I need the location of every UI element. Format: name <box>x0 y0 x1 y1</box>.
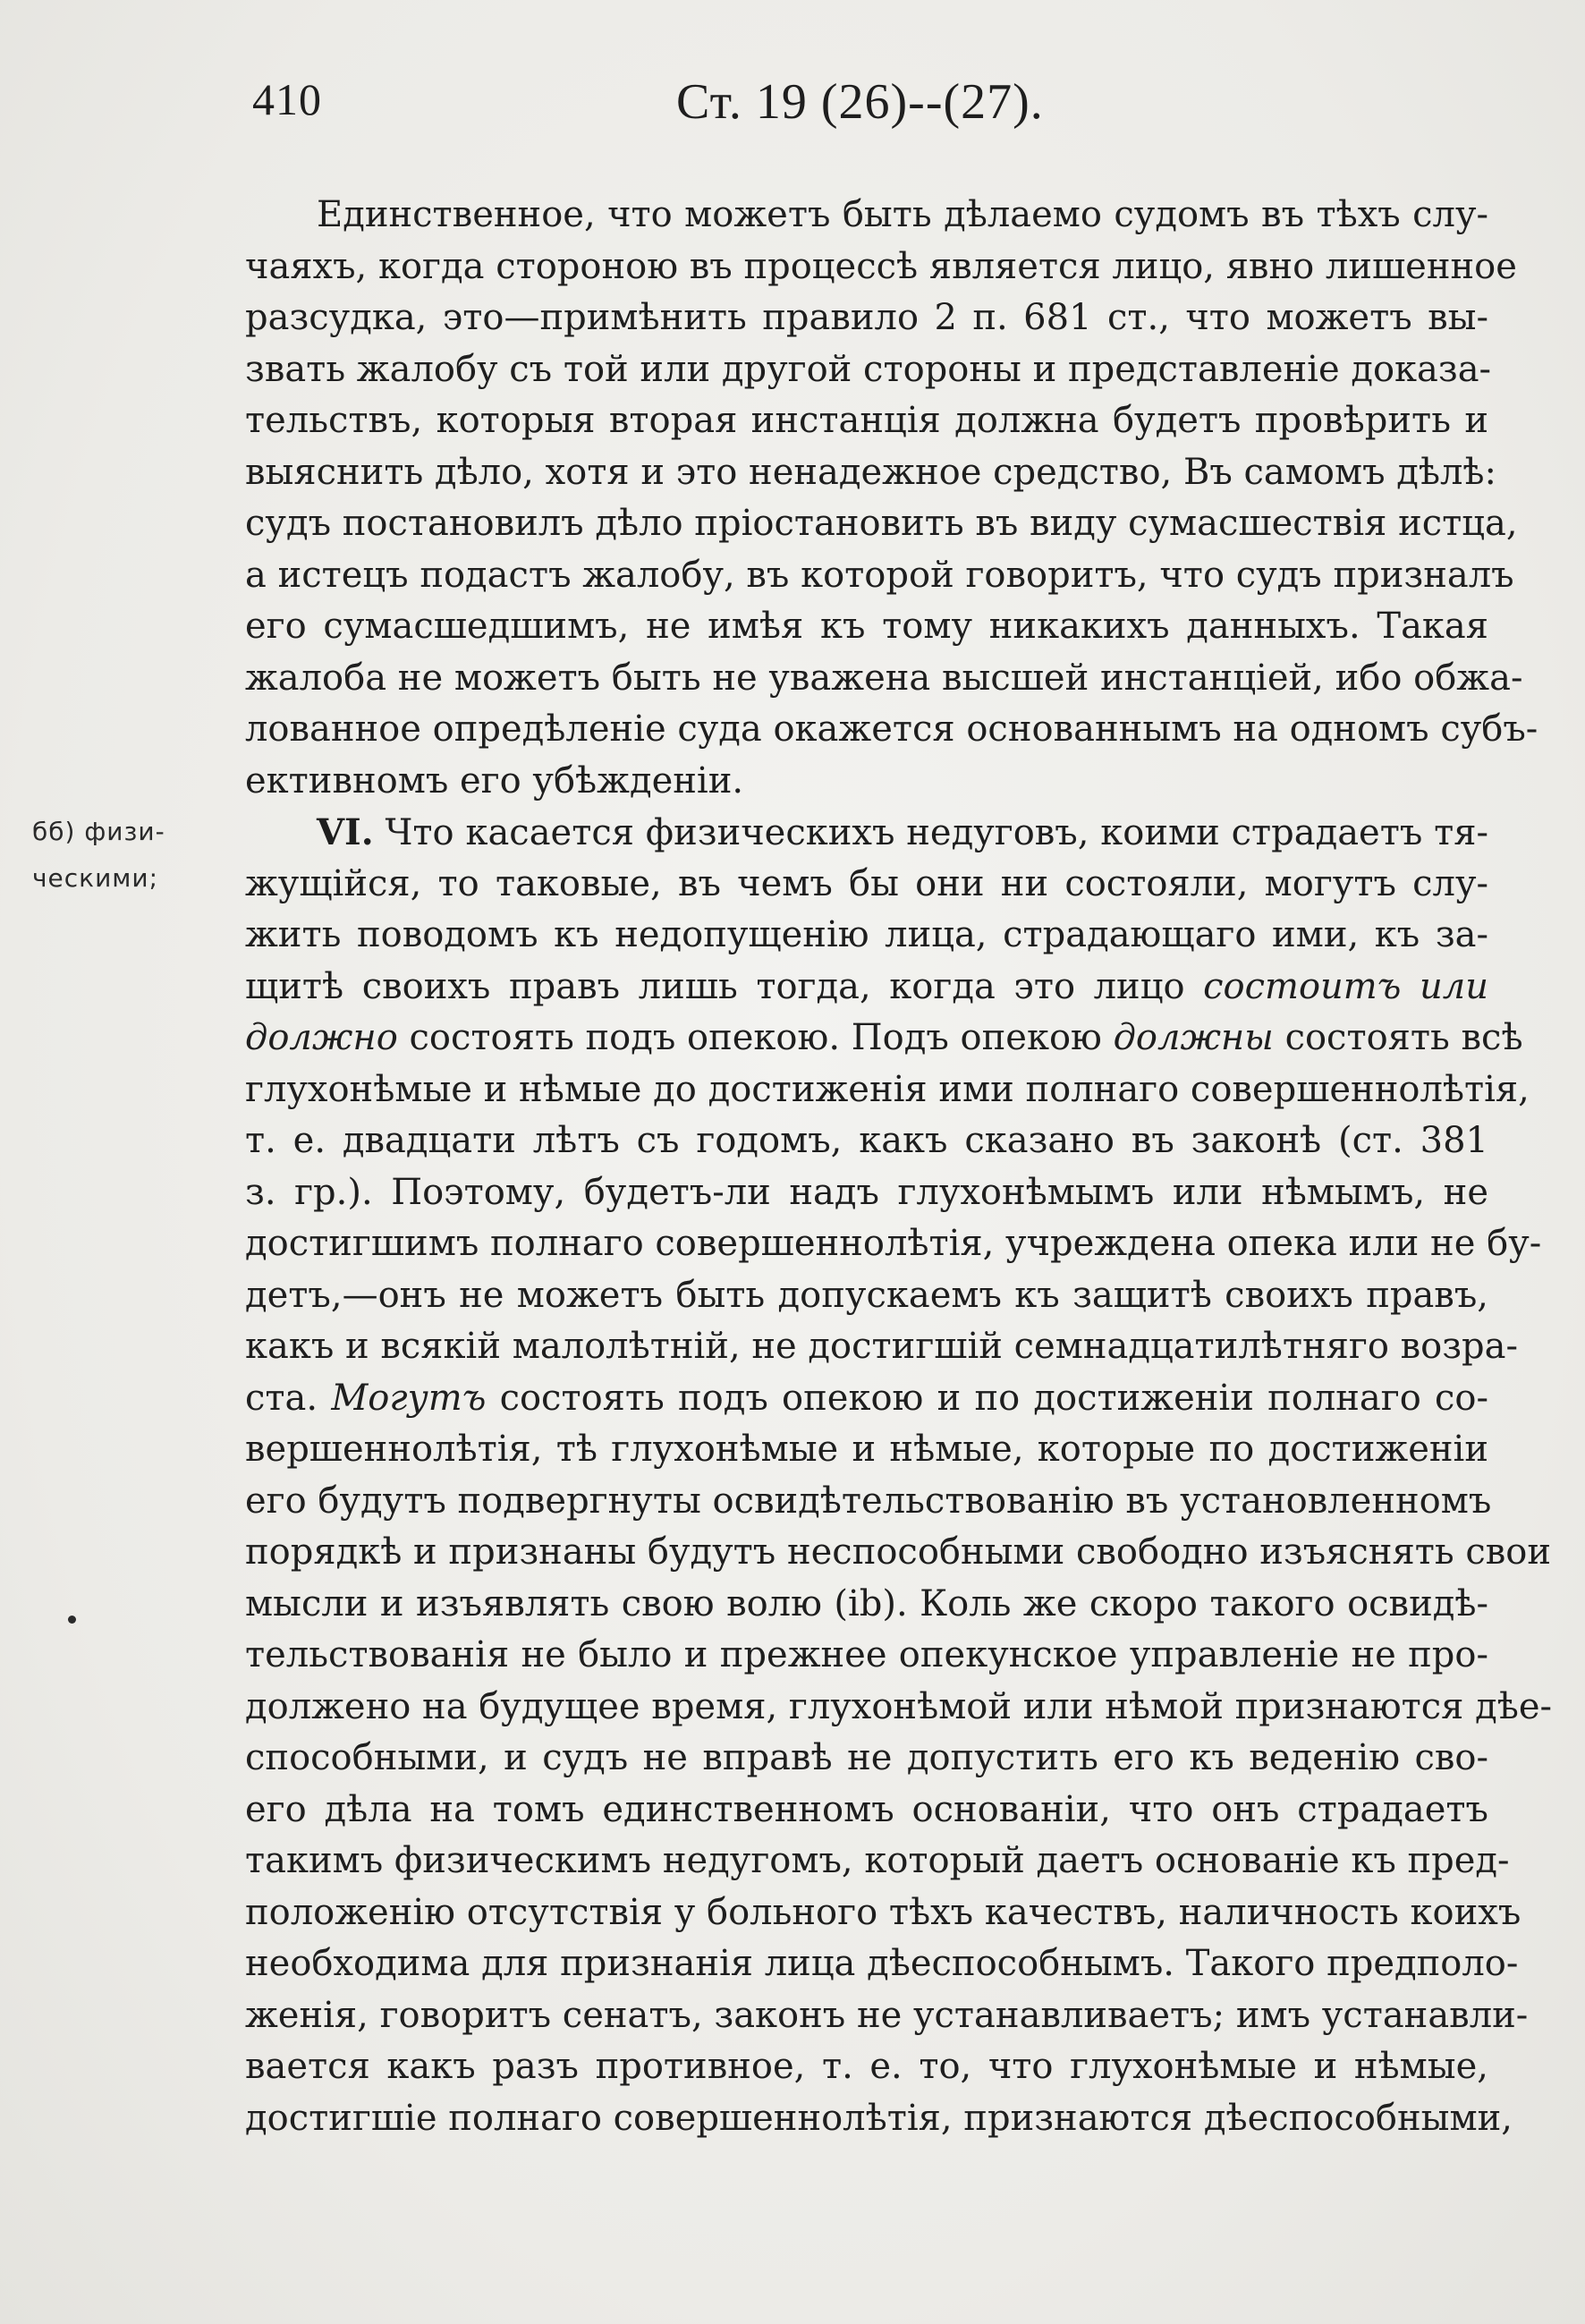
text-segment: состоять подъ опекою. Подъ опекою <box>397 1017 1114 1058</box>
paragraph-2 <box>245 807 1553 2144</box>
text-line: разсудка, это—примѣнить правило 2 п. 681 ст., что можетъ вы- <box>245 297 1488 338</box>
margin-note-line: бб) физи- <box>32 817 165 846</box>
text-line: способными, и судъ не вправѣ не допустить его къ веденію сво- <box>245 1737 1488 1778</box>
margin-note-line: ческими; <box>32 863 159 893</box>
italic-segment: должны <box>1113 1017 1274 1058</box>
page-number: 410 <box>252 74 322 124</box>
text-line: тельствъ, которыя вторая инстанція должна будетъ провѣрить и <box>245 400 1488 441</box>
text-line <box>245 1373 1488 1425</box>
italic-segment: состоитъ или <box>1203 965 1488 1007</box>
text-line <box>245 807 1488 859</box>
text-segment: ста. <box>245 1377 332 1419</box>
text-line: должено на будущее время, глухонѣмой или нѣмой признаются дѣе- <box>245 1685 1553 1727</box>
text-line: его дѣла на томъ единственномъ основаніи, что онъ страдаетъ <box>245 1788 1488 1830</box>
text-line <box>245 1013 1523 1064</box>
text-segment: щитѣ своихъ правъ лишь тогда, когда это лицо <box>245 965 1204 1007</box>
text-line <box>245 962 1488 1014</box>
text-segment: состоять всѣ <box>1273 1017 1523 1058</box>
italic-segment: должно <box>245 1017 398 1058</box>
text-segment: Что касается физическихъ недуговъ, коими страдаетъ тя- <box>385 812 1488 853</box>
text-line: з. гр.). Поэтому, будетъ-ли надъ глухонѣмымъ или нѣмымъ, не <box>245 1171 1488 1213</box>
text-line: вается какъ разъ противное, т. е. то, что глухонѣмые и нѣмые, <box>245 2046 1488 2087</box>
running-head: Ст. 19 (26)--(27). <box>676 74 1044 130</box>
text-line: звать жалобу съ той или другой стороны и представленіе доказа- <box>245 348 1492 390</box>
text-line: мысли и изъявлять свою волю (ib). Коль же скоро такого освидѣ- <box>245 1582 1488 1624</box>
text-line: выяснить дѣло, хотя и это ненадежное средство, Въ самомъ дѣлѣ: <box>245 451 1497 493</box>
text-line: какъ и всякій малолѣтній, не достигшій семнадцатилѣтняго возра- <box>245 1326 1519 1367</box>
text-line: достигшимъ полнаго совершеннолѣтія, учреждена опека или не бу- <box>245 1223 1542 1264</box>
text-line: порядкѣ и признаны будутъ неспособными свободно изъяснять свои <box>245 1531 1551 1573</box>
ink-speck <box>68 1616 76 1624</box>
text-line: судъ постановилъ дѣло пріостановить въ виду сумасшествія истца, <box>245 503 1518 544</box>
text-line: жалоба не можетъ быть не уважена высшей инстанціей, ибо обжа- <box>245 657 1523 699</box>
text-line: лованное опредѣленіе суда окажется основаннымъ на одномъ субъ- <box>245 708 1538 750</box>
text-line: т. е. двадцати лѣтъ съ годомъ, какъ сказано въ законѣ (ст. 381 <box>245 1120 1488 1161</box>
text-line: детъ,—онъ не можетъ быть допускаемъ къ защитѣ своихъ правъ, <box>245 1274 1488 1316</box>
text-line: такимъ физическимъ недугомъ, который даетъ основаніе къ пред- <box>245 1840 1510 1881</box>
text-line: глухонѣмые и нѣмые до достиженія ими полнаго совершеннолѣтія, <box>245 1068 1530 1110</box>
text-line: его сумасшедшимъ, не имѣя къ тому никакихъ данныхъ. Такая <box>245 606 1488 647</box>
text-line: жить поводомъ къ недопущенію лица, страдающаго ими, къ за- <box>245 914 1488 955</box>
margin-note <box>32 809 229 902</box>
text-line: положенію отсутствія у больного тѣхъ качествъ, наличность коихъ <box>245 1891 1521 1933</box>
text-line: тельствованія не было и прежнее опекунское управленіе не про- <box>245 1634 1488 1675</box>
italic-segment: Могутъ <box>331 1377 487 1419</box>
paragraph-1 <box>245 190 1538 807</box>
text-line: женія, говоритъ сенатъ, законъ не устанавливаетъ; имъ устанавли- <box>245 1994 1529 2036</box>
text-line: Единственное, что можетъ быть дѣлаемо судомъ въ тѣхъ слу- <box>317 194 1488 235</box>
text-segment: состоять подъ опекою и по достиженіи полнаго со- <box>486 1377 1489 1419</box>
text-line: ективномъ его убѣжденіи. <box>245 759 744 802</box>
text-line: вершеннолѣтія, тѣ глухонѣмые и нѣмые, которые по достиженіи <box>245 1429 1488 1470</box>
text-line: необходима для признанія лица дѣеспособнымъ. Такого предполо- <box>245 1943 1519 1984</box>
section-numeral: VI. <box>317 811 374 853</box>
text-line: жущійся, то таковые, въ чемъ бы они ни состояли, могутъ слу- <box>245 862 1488 904</box>
text-line: достигшіе полнаго совершеннолѣтія, признаются дѣеспособными, <box>245 2097 1513 2139</box>
text-line: а истецъ подастъ жалобу, въ которой говоритъ, что судъ призналъ <box>245 554 1514 596</box>
text-line: его будутъ подвергнуты освидѣтельствованію въ установленномъ <box>245 1480 1492 1522</box>
body-text <box>245 190 1553 2144</box>
text-line: чаяхъ, когда стороною въ процессѣ является лицо, явно лишенное <box>245 245 1517 287</box>
